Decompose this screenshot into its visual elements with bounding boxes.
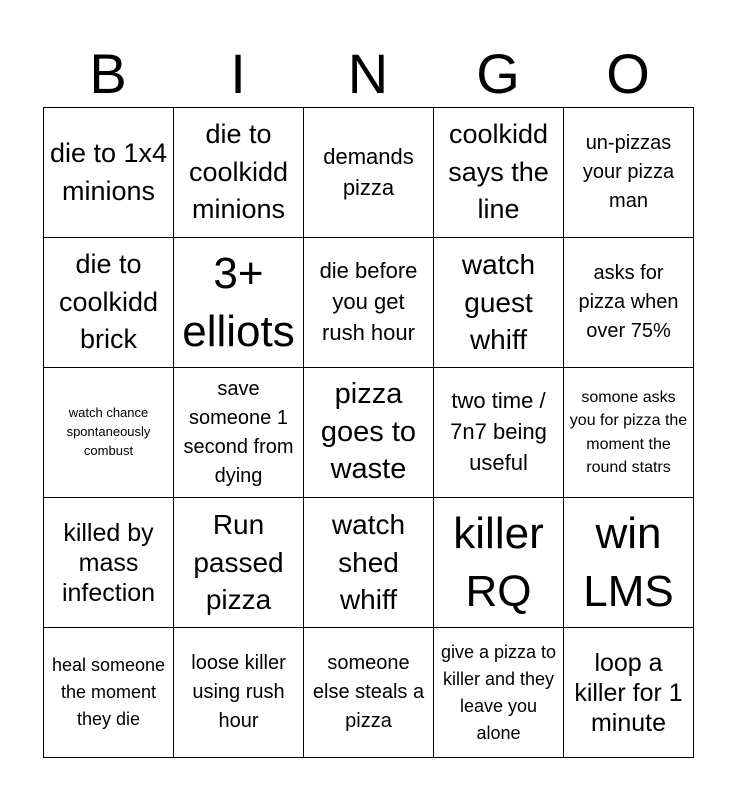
- bingo-cell[interactable]: watch shed whiff: [304, 498, 434, 628]
- header-letter-g: G: [476, 42, 520, 105]
- bingo-cell[interactable]: give a pizza to killer and they leave you alone: [434, 628, 564, 758]
- header-letter-n: N: [347, 42, 389, 105]
- board-row: [44, 628, 694, 758]
- bingo-header: [43, 40, 693, 108]
- bingo-cell[interactable]: win LMS: [564, 498, 694, 628]
- bingo-cell[interactable]: save someone 1 second from dying: [174, 368, 304, 498]
- bingo-cell[interactable]: die to 1x4 minions: [44, 108, 174, 238]
- bingo-cell[interactable]: die before you get rush hour: [304, 238, 434, 368]
- bingo-cell[interactable]: coolkidd says the line: [434, 108, 564, 238]
- header-letter-b: B: [89, 42, 127, 105]
- bingo-cell[interactable]: somone asks you for pizza the moment the round statrs: [564, 368, 694, 498]
- board-row: [44, 238, 694, 368]
- bingo-cell[interactable]: killed by mass infection: [44, 498, 174, 628]
- bingo-cell[interactable]: loop a killer for 1 minute: [564, 628, 694, 758]
- bingo-cell[interactable]: pizza goes to waste: [304, 368, 434, 498]
- board-row: [44, 368, 694, 498]
- bingo-cell[interactable]: two time / 7n7 being useful: [434, 368, 564, 498]
- bingo-cell[interactable]: un-pizzas your pizza man: [564, 108, 694, 238]
- bingo-cell[interactable]: watch guest whiff: [434, 238, 564, 368]
- bingo-cell[interactable]: 3+ elliots: [174, 238, 304, 368]
- bingo-cell[interactable]: die to coolkidd brick: [44, 238, 174, 368]
- bingo-cell[interactable]: die to coolkidd minions: [174, 108, 304, 238]
- header-letter-o: O: [606, 42, 650, 105]
- bingo-cell[interactable]: heal someone the moment they die: [44, 628, 174, 758]
- bingo-cell[interactable]: killer RQ: [434, 498, 564, 628]
- bingo-cell[interactable]: asks for pizza when over 75%: [564, 238, 694, 368]
- bingo-cell[interactable]: someone else steals a pizza: [304, 628, 434, 758]
- bingo-cell[interactable]: demands pizza: [304, 108, 434, 238]
- board-row: [44, 108, 694, 238]
- bingo-board: [43, 107, 694, 758]
- bingo-cell[interactable]: loose killer using rush hour: [174, 628, 304, 758]
- board-row: [44, 498, 694, 628]
- header-letter-i: I: [230, 42, 246, 105]
- bingo-cell[interactable]: Run passed pizza: [174, 498, 304, 628]
- bingo-cell[interactable]: watch chance spontaneously combust: [44, 368, 174, 498]
